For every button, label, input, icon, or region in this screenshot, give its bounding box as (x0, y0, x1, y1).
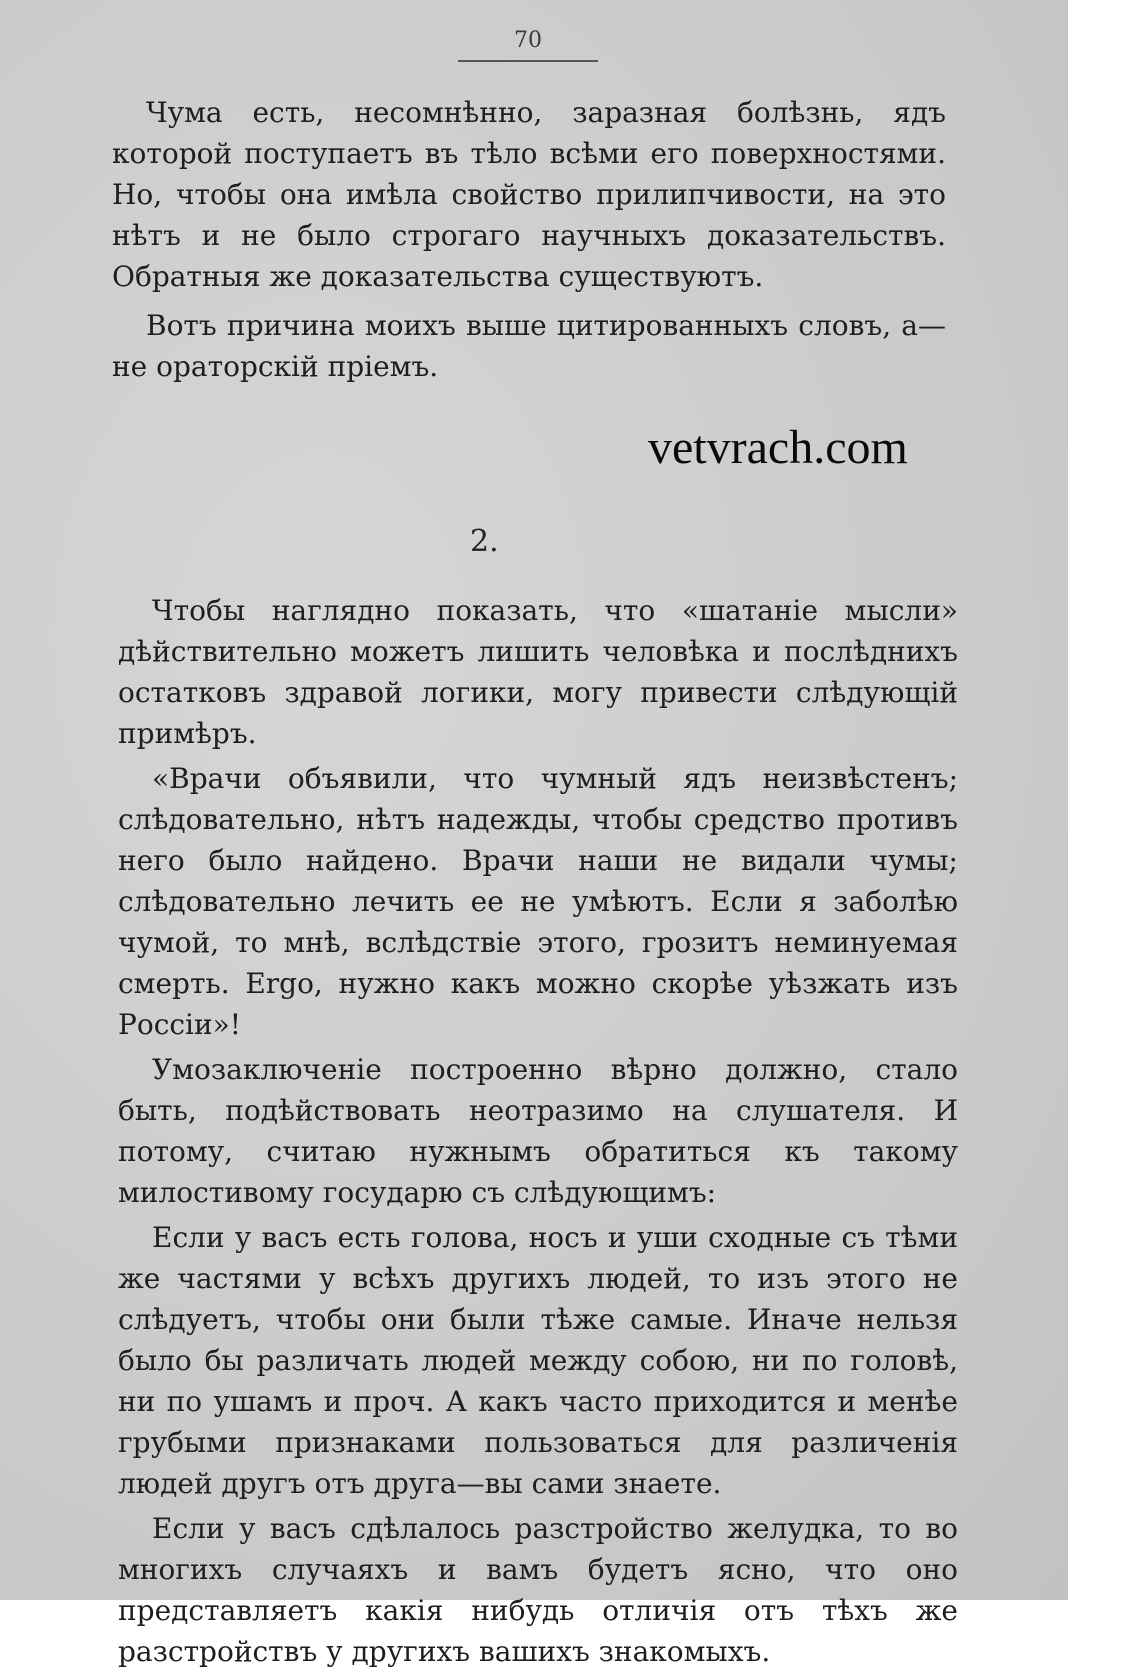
paragraph: Если у васъ сдѣлалось разстройство желудка, то во многихъ случаяхъ и вамъ будетъ ясно, что оно представляетъ какія нибудь отличія отъ тѣхъ же разстройствъ у другихъ вашихъ знакомыхъ. (118, 1512, 958, 1668)
page-number-rule (458, 60, 598, 62)
text-block-2 (118, 590, 958, 1672)
paragraph: Чтобы наглядно показать, что «шатаніе мысли» дѣйствительно можетъ лишить человѣка и послѣднихъ остатковъ здравой логики, могу привести слѣдующій примѣръ. (118, 594, 958, 750)
section-number: 2. (470, 524, 499, 559)
watermark-text: vetvrach.com (648, 421, 908, 474)
paragraph: «Врачи объявили, что чумный ядъ неизвѣстенъ; слѣдовательно, нѣтъ надежды, чтобы средство противъ него было найдено. Врачи наши не видали чумы; слѣдовательно лечить ее не умѣютъ. Если я заболѣю чумой, то мнѣ, вслѣдствіе этого, грозитъ неминуемая смерть. Ergo, нужно какъ можно скорѣе уѣзжать изъ Россіи»! (118, 762, 958, 1041)
page-number: 70 (514, 28, 542, 53)
scan-margin (1068, 0, 1131, 1600)
text-block-1 (112, 92, 946, 387)
paragraph: Чума есть, несомнѣнно, заразная болѣзнь, ядъ которой поступаетъ въ тѣло всѣми его поверхностями. Но, чтобы она имѣла свойство прилипчивости, на это нѣтъ и не было строгаго научныхъ доказательствъ. Обратныя же доказательства существуютъ. (112, 96, 946, 293)
paragraph: Умозаключеніе построенно вѣрно должно, стало быть, подѣйствовать неотразимо на слушателя. И потому, считаю нужнымъ обратиться къ такому милостивому государю съ слѣдующимъ: (118, 1053, 958, 1209)
paragraph: Вотъ причина моихъ выше цитированныхъ словъ, а—не ораторскій пріемъ. (112, 309, 946, 383)
paragraph: Если у васъ есть голова, носъ и уши сходные съ тѣми же частями у всѣхъ другихъ людей, то изъ этого не слѣдуетъ, чтобы они были тѣже самые. Иначе нельзя было бы различать людей между собою, ни по головѣ, ни по ушамъ и проч. А какъ часто приходится и менѣе грубыми признаками пользоваться для различенія людей другъ отъ друга—вы сами знаете. (118, 1221, 958, 1500)
